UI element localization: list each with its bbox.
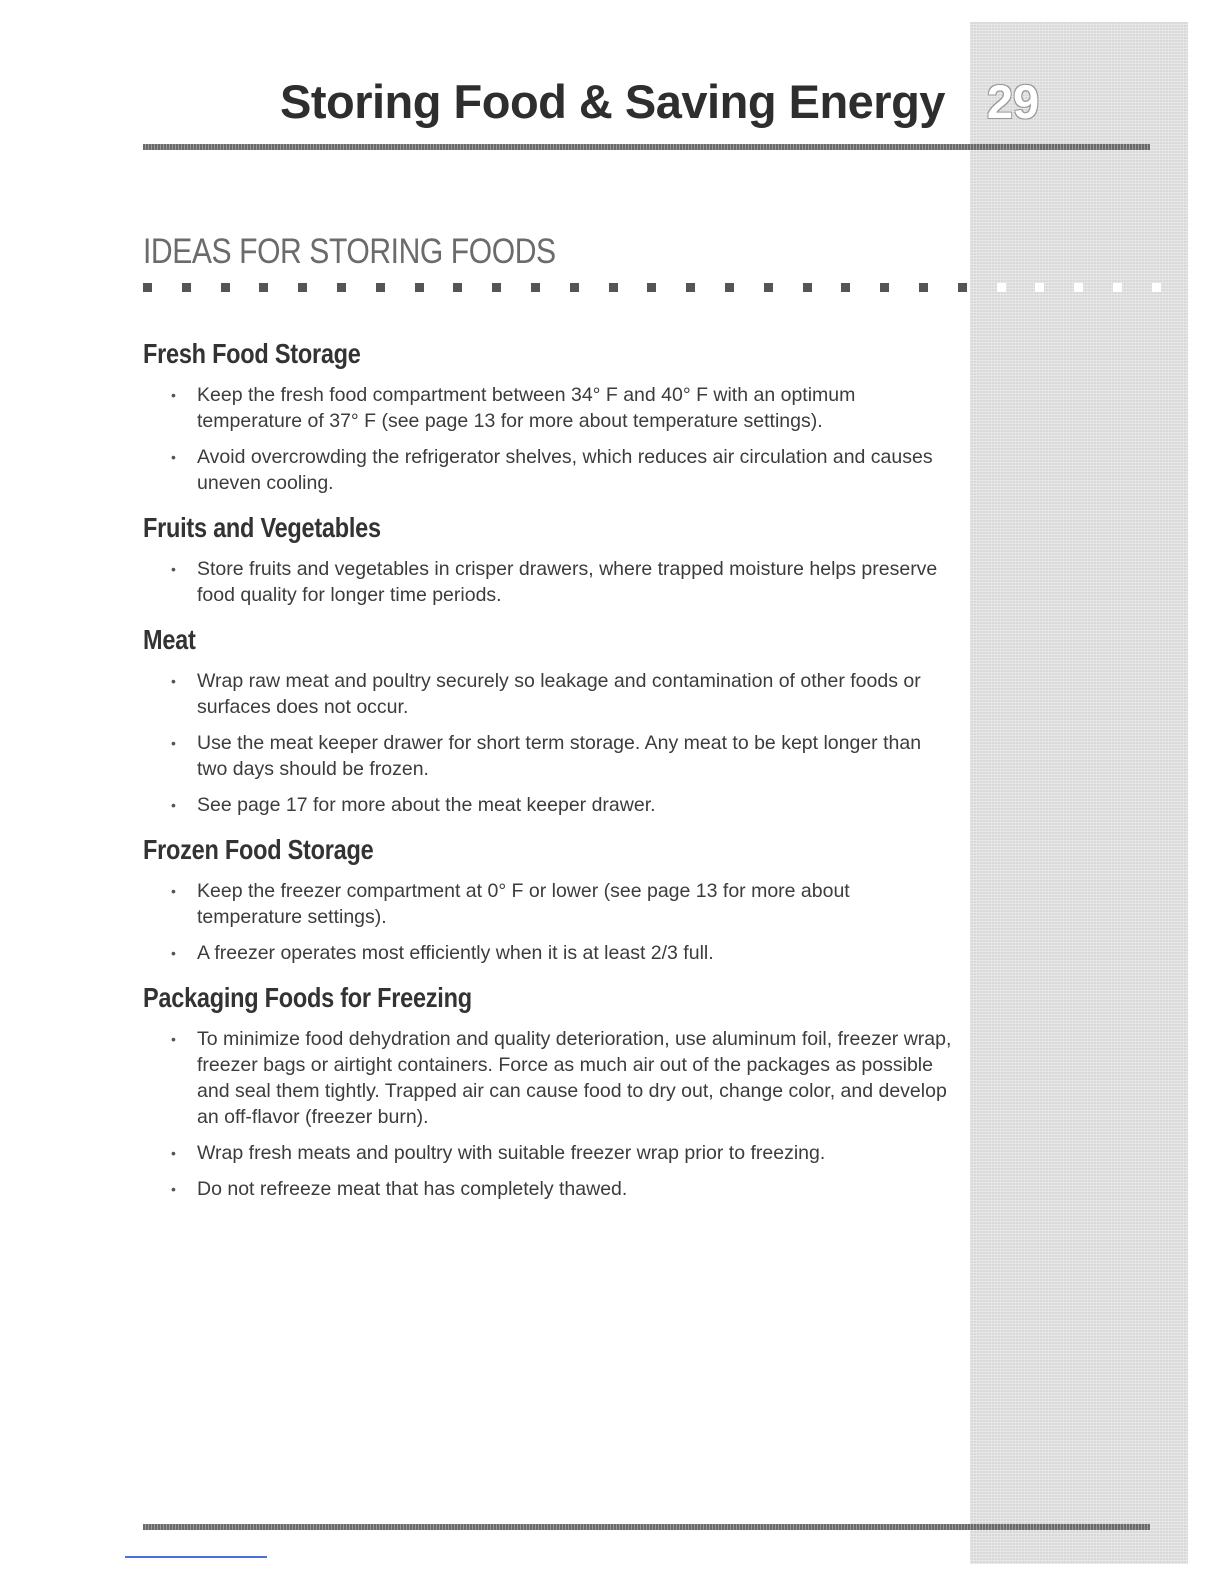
subheading: Fresh Food Storage: [143, 338, 361, 369]
divider-square: [958, 283, 967, 292]
divider-square: [609, 283, 618, 292]
bullet-list: [143, 1026, 955, 1202]
divider-square: [647, 283, 656, 292]
list-item: • See page 17 for more about the meat keeper drawer.: [143, 792, 955, 818]
divider-square: [919, 283, 928, 292]
list-item: • Avoid overcrowding the refrigerator shelves, which reduces air circulation and causes uneven cooling.: [143, 444, 955, 496]
section-packaging-foods-for-freezing: [143, 982, 955, 1202]
divider-square: [415, 283, 424, 292]
page-number: 29: [986, 75, 1040, 128]
list-item: • Wrap fresh meats and poultry with suitable freezer wrap prior to freezing.: [143, 1140, 955, 1166]
divider-square: [1035, 283, 1044, 292]
divider-square: [182, 283, 191, 292]
footer-divider: [143, 1524, 1150, 1530]
divider-square: [725, 283, 734, 292]
header-divider: [143, 144, 1150, 150]
list-item: • Use the meat keeper drawer for short term storage. Any meat to be kept longer than two days should be frozen.: [143, 730, 955, 782]
divider-square: [531, 283, 540, 292]
divider-square: [1113, 283, 1122, 292]
section-fresh-food-storage: [143, 338, 955, 496]
divider-square: [143, 283, 152, 292]
bullet-list: [143, 382, 955, 496]
divider-square: [686, 283, 695, 292]
divider-square: [764, 283, 773, 292]
dotted-divider: [143, 283, 1153, 295]
list-item: • Do not refreeze meat that has completely thawed.: [143, 1176, 955, 1202]
divider-square: [1152, 283, 1161, 292]
divider-square: [453, 283, 462, 292]
divider-square: [492, 283, 501, 292]
divider-square: [298, 283, 307, 292]
page-header-title: Storing Food & Saving Energy: [280, 75, 945, 128]
divider-square: [570, 283, 579, 292]
bullet-list: [143, 878, 955, 966]
divider-square: [221, 283, 230, 292]
divider-square: [376, 283, 385, 292]
bullet-list: [143, 556, 955, 608]
list-item: • A freezer operates most efficiently when it is at least 2/3 full.: [143, 940, 955, 966]
divider-square: [880, 283, 889, 292]
footer-underline: [125, 1556, 267, 1558]
subheading: Fruits and Vegetables: [143, 512, 381, 543]
list-item: • Keep the fresh food compartment between 34° F and 40° F with an optimum temperature of 37° F (see page 13 for more about temperature settings).: [143, 382, 955, 434]
subheading: Meat: [143, 624, 196, 655]
divider-square: [841, 283, 850, 292]
divider-square: [337, 283, 346, 292]
section-title: IDEAS FOR STORING FOODS: [143, 232, 556, 271]
section-fruits-and-vegetables: [143, 512, 955, 608]
divider-square: [259, 283, 268, 292]
main-content: [143, 338, 955, 1218]
list-item: • Keep the freezer compartment at 0° F or lower (see page 13 for more about temperature settings).: [143, 878, 955, 930]
divider-square: [997, 283, 1006, 292]
list-item: • To minimize food dehydration and quality deterioration, use aluminum foil, freezer wrap, freezer bags or airtight containers. Force as much air out of the packages as possible and seal them tightly. Trapped air can cause food to dry out, change color, and develop an off-flavor (freezer burn).: [143, 1026, 955, 1130]
section-meat: [143, 624, 955, 818]
bullet-list: [143, 668, 955, 818]
divider-square: [803, 283, 812, 292]
page-side-band: [970, 22, 1188, 1564]
subheading: Packaging Foods for Freezing: [143, 982, 472, 1013]
divider-square: [1074, 283, 1083, 292]
subheading: Frozen Food Storage: [143, 834, 374, 865]
section-frozen-food-storage: [143, 834, 955, 966]
list-item: • Store fruits and vegetables in crisper drawers, where trapped moisture helps preserve food quality for longer time periods.: [143, 556, 955, 608]
list-item: • Wrap raw meat and poultry securely so leakage and contamination of other foods or surfaces does not occur.: [143, 668, 955, 720]
